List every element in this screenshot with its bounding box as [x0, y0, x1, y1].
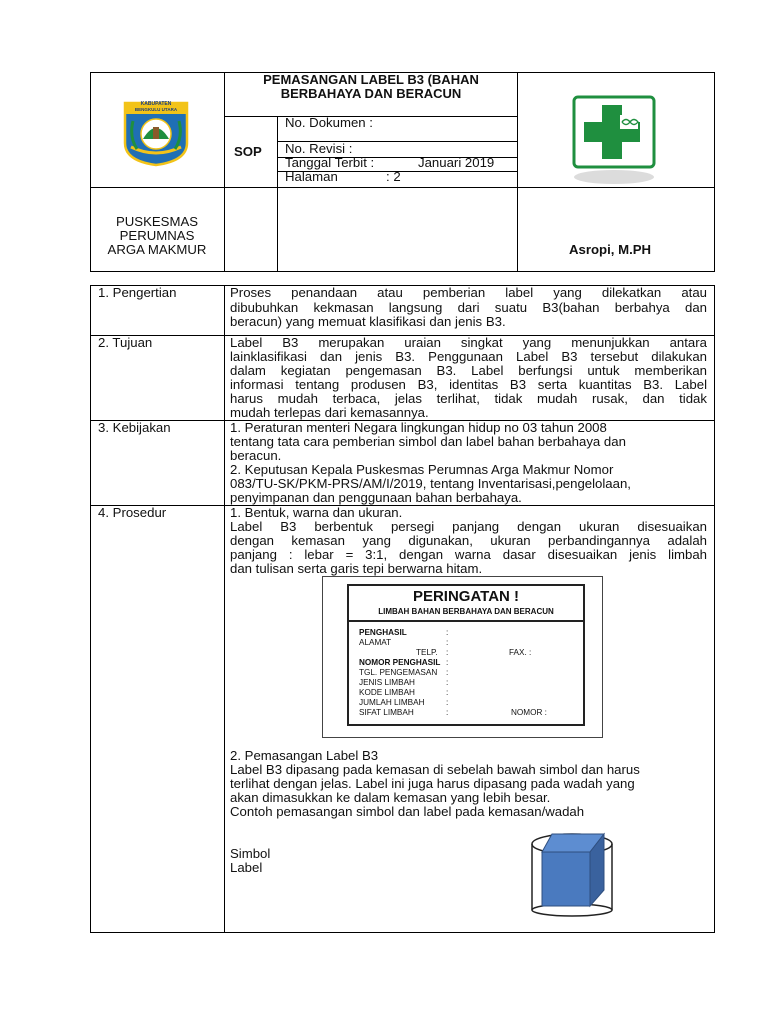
- prosedur-step2-line-3: akan dimasukkan ke dalam kemasan yang lebih besar.: [230, 790, 551, 805]
- logo-text-top: KABUPATEN: [140, 101, 172, 107]
- no-dokumen: No. Dokumen :: [285, 115, 373, 130]
- colon-sifat-limbah: :: [446, 708, 449, 717]
- org-line-1: PUSKESMAS: [115, 214, 199, 229]
- colon-kode-limbah: :: [446, 688, 449, 697]
- prosedur-step2-heading: 2. Pemasangan Label B3: [230, 748, 379, 763]
- signer-name: Asropi, M.PH: [569, 242, 652, 257]
- regency-logo: [121, 99, 191, 167]
- tujuan-line-3: dalam kegiatan pengemasan B3. Label berfungsi untuk memberikan: [230, 363, 707, 378]
- tujuan-line-6: mudah terlepas dari kemasannya.: [230, 405, 429, 420]
- colon-penghasil: :: [446, 628, 449, 637]
- warning-label-title: PERINGATAN !: [412, 588, 520, 605]
- section-label-prosedur: 4. Prosedur: [98, 505, 167, 520]
- prosedur-step1-heading: 1. Bentuk, warna dan ukuran.: [230, 505, 403, 520]
- prosedur-step2-line-2: terlihat dengan jelas. Label ini juga harus dipasang pada wadah yang: [230, 776, 635, 791]
- halaman-value: : 2: [386, 169, 401, 184]
- label-nomor-penghasil: NOMOR PENGHASIL: [359, 658, 441, 667]
- simbol-text: Simbol: [230, 846, 271, 861]
- prosedur-step1-line-1: Label B3 berbentuk persegi panjang dengan ukuran disesuaikan: [230, 519, 707, 534]
- label-nomor: NOMOR :: [511, 708, 547, 717]
- label-kode-limbah: KODE LIMBAH: [359, 688, 415, 697]
- warning-label: [347, 584, 585, 726]
- tujuan-line-4: informasi tentang produsen B3, identitas B3 serta kuantitas B3. Label: [230, 377, 707, 392]
- colon-nomor-penghasil: :: [446, 658, 449, 667]
- tujuan-line-1: Label B3 merupakan uraian singkat yang menunjukkan antara: [230, 335, 707, 350]
- title-line-1: PEMASANGAN LABEL B3 (BAHAN: [263, 72, 479, 87]
- tujuan-line-5: harus mudah terbaca, jelas terlihat, tidak mudah rusak, dan tidak: [230, 391, 707, 406]
- section-label-tujuan: 2. Tujuan: [98, 335, 153, 350]
- sop-label: SOP: [234, 144, 262, 159]
- label-sifat-limbah: SIFAT LIMBAH: [359, 708, 414, 717]
- no-revisi: No. Revisi :: [285, 141, 353, 156]
- colon-jenis-limbah: :: [446, 678, 449, 687]
- section-label-pengertian: 1. Pengertian: [98, 285, 177, 300]
- label-text: Label: [230, 860, 263, 875]
- tanggal-terbit-label: Tanggal Terbit :: [285, 155, 375, 170]
- kebijakan-line-5: 083/TU-SK/PKM-PRS/AM/I/2019, tentang Inventarisasi,pengelolaan,: [230, 476, 631, 491]
- pengertian-line-1: Proses penandaan atau pemberian label yang dilekatkan atau: [230, 285, 707, 300]
- label-fax: FAX. :: [509, 648, 532, 657]
- prosedur-step2-line-1: Label B3 dipasang pada kemasan di sebelah bawah simbol dan harus: [230, 762, 640, 777]
- pengertian-line-2: dibubuhkan kekmasan langsung dari suatu B3(bahan berbahya dan: [230, 300, 707, 315]
- puskesmas-logo: [570, 93, 658, 185]
- label-jumlah-limbah: JUMLAH LIMBAH: [359, 698, 425, 707]
- colon-jumlah-limbah: :: [446, 698, 449, 707]
- colon-alamat: :: [446, 638, 449, 647]
- pengertian-line-3: beracun) yang memuat klasifikasi dan jenis B3.: [230, 314, 506, 329]
- label-penghasil: PENGHASIL: [359, 628, 407, 637]
- label-jenis-limbah: JENIS LIMBAH: [359, 678, 415, 687]
- prosedur-step1-line-4: dan tulisan serta garis tepi berwarna hitam.: [230, 561, 483, 576]
- prosedur-step2-line-4: Contoh pemasangan simbol dan label pada kemasan/wadah: [230, 804, 585, 819]
- kebijakan-line-6: penyimpanan dan penggunaan bahan berbahaya.: [230, 490, 522, 505]
- warning-label-subtitle: LIMBAH BAHAN BERBAHAYA DAN BERACUN: [378, 607, 554, 616]
- kebijakan-line-2: tentang tata cara pemberian simbol dan label bahan berbahaya dan: [230, 434, 626, 449]
- logo-text-mid: BENGKULU UTARA: [134, 107, 178, 112]
- colon-telp: :: [446, 648, 449, 657]
- container-illustration: [528, 826, 624, 918]
- org-line-3: ARGA MAKMUR: [107, 242, 207, 257]
- prosedur-step1-line-2: dengan kemasan yang digunakan, ukuran perbandingannya adalah: [230, 533, 707, 548]
- colon-tgl-pengemasan: :: [446, 668, 449, 677]
- kebijakan-line-3: beracun.: [230, 448, 282, 463]
- tanggal-terbit-value: Januari 2019: [418, 155, 495, 170]
- org-line-2: PERUMNAS: [119, 228, 195, 243]
- prosedur-step1-line-3: panjang : lebar = 3:1, dengan warna dasar disesuaikan jenis limbah: [230, 547, 707, 562]
- label-tgl-pengemasan: TGL. PENGEMASAN: [359, 668, 438, 677]
- kebijakan-line-1: 1. Peraturan menteri Negara lingkungan hidup no 03 tahun 2008: [230, 420, 607, 435]
- tujuan-line-2: lainklasifikasi dan jenis B3. Penggunaan Label B3 tersebut dilakukan: [230, 349, 707, 364]
- section-label-kebijakan: 3. Kebijakan: [98, 420, 171, 435]
- kebijakan-line-4: 2. Keputusan Kepala Puskesmas Perumnas Arga Makmur Nomor: [230, 462, 614, 477]
- label-telp: TELP.: [416, 648, 438, 657]
- label-alamat: ALAMAT: [359, 638, 392, 647]
- halaman-label: Halaman: [285, 169, 338, 184]
- title-line-2: BERBAHAYA DAN BERACUN: [280, 86, 462, 101]
